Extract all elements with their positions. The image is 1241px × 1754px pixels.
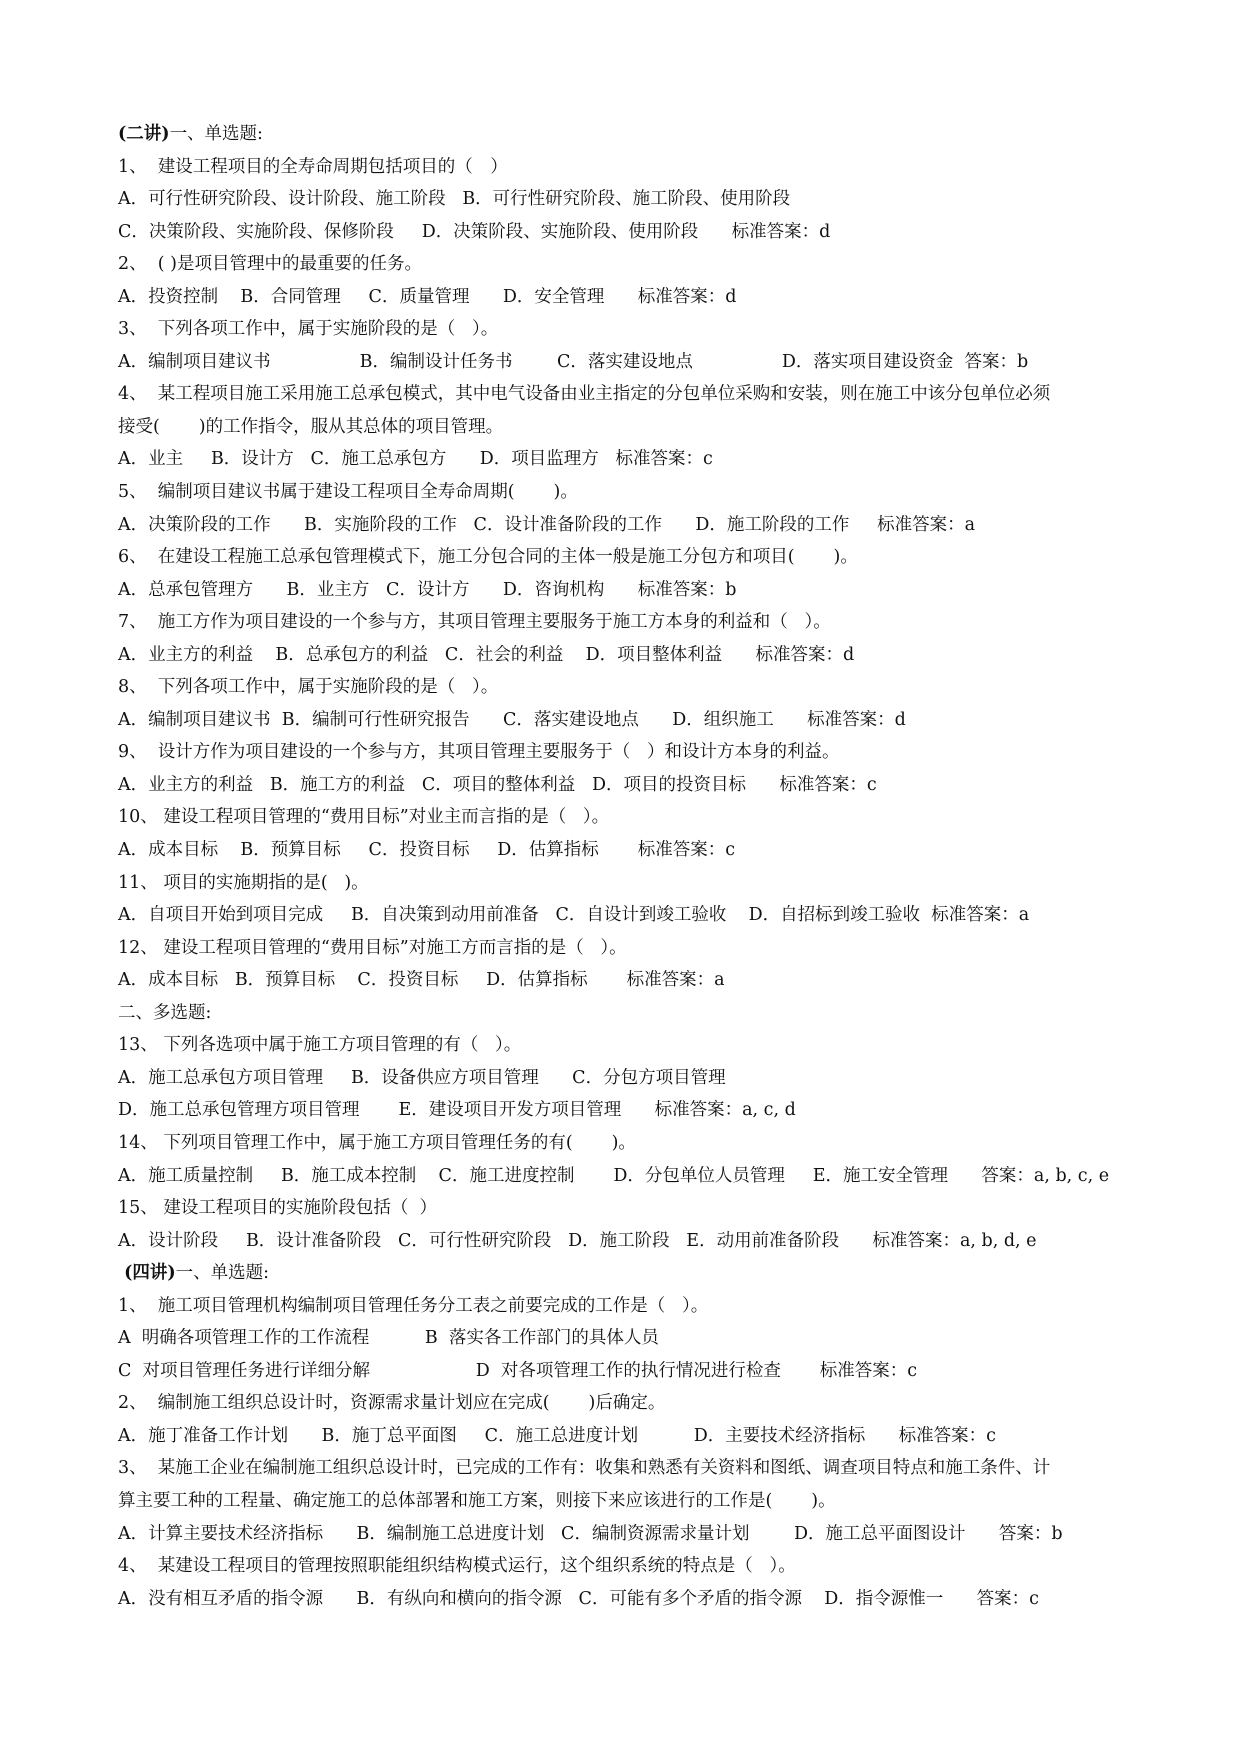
question-line: 15、 建设工程项目的实施阶段包括（ ） [118, 1198, 437, 1219]
option-line: A．业主方的利益 B．总承包方的利益 C．社会的利益 D．项目整体利益 标准答案：d [118, 644, 855, 665]
lecture-label: (四讲) [118, 1263, 176, 1284]
question-line: 1、 建设工程项目的全寿命周期包括项目的（ ） [118, 156, 508, 177]
option-line: A．业主 B．设计方 C．施工总承包方 D．项目监理方 标准答案：c [118, 449, 713, 470]
option-line: A．编制项目建议书 B．编制设计任务书 C．落实建设地点 D．落实项目建设资金 答案：b [118, 351, 1029, 372]
question-line: 11、 项目的实施期指的是( )。 [118, 872, 369, 893]
question-line: 14、 下列项目管理工作中，属于施工方项目管理任务的有( )。 [118, 1132, 636, 1153]
question-line-continued: 接受( )的工作指令，服从其总体的项目管理。 [118, 416, 504, 437]
option-line: A．成本目标 B．预算目标 C．投资目标 D．估算指标 标准答案：a [118, 970, 725, 991]
question-line: 9、 设计方作为项目建设的一个参与方，其项目管理主要服务于（ ）和设计方本身的利益。 [118, 742, 840, 763]
question-line: 13、 下列各选项中属于施工方项目管理的有（ ）。 [118, 1035, 522, 1056]
question-line: 3、 某施工企业在编制施工组织总设计时，已完成的工作有：收集和熟悉有关资料和图纸、调查项目特点和施工条件、计 [118, 1458, 1051, 1479]
question-line: 8、 下列各项工作中，属于实施阶段的是（ ）。 [118, 677, 499, 698]
question-line: 6、 在建设工程施工总承包管理模式下，施工分包合同的主体一般是施工分包方和项目( )。 [118, 547, 858, 568]
section-heading: 二、多选题: [118, 1002, 212, 1023]
question-line: 4、 某工程项目施工采用施工总承包模式，其中电气设备由业主指定的分包单位采购和安装，则在施工中该分包单位必须 [118, 384, 1051, 405]
question-line: 1、 施工项目管理机构编制项目管理任务分工表之前要完成的工作是（ ）。 [118, 1295, 709, 1316]
option-line: A．总承包管理方 B．业主方 C．设计方 D．咨询机构 标准答案：b [118, 579, 737, 600]
document-page [118, 118, 1138, 1615]
option-line: A 明确各项管理工作的工作流程 B 落实各工作部门的具体人员 [118, 1328, 659, 1349]
option-line: A．施工质量控制 B．施工成本控制 C．施工进度控制 D．分包单位人员管理 E．施工安全管理 答案：a, b, c, e [118, 1165, 1110, 1186]
section-heading: (二讲)一、单选题: [118, 124, 263, 144]
option-line: A．没有相互矛盾的指令源 B．有纵向和横向的指令源 C．可能有多个矛盾的指令源 D．指令源惟一 答案：c [118, 1588, 1039, 1609]
option-line: C．决策阶段、实施阶段、保修阶段 D．决策阶段、实施阶段、使用阶段 标准答案：d [118, 221, 831, 242]
question-line: 3、 下列各项工作中，属于实施阶段的是（ ）。 [118, 319, 499, 340]
option-line: A．施丁准备工作计划 B．施丁总平面图 C．施工总进度计划 D．主要技术经济指标 标准答案：c [118, 1425, 996, 1446]
option-line: A．投资控制 B．合同管理 C．质量管理 D．安全管理 标准答案：d [118, 286, 737, 307]
option-line: A．决策阶段的工作 B．实施阶段的工作 C．设计准备阶段的工作 D．施工阶段的工作 标准答案：a [118, 514, 976, 535]
question-line: 4、 某建设工程项目的管理按照职能组织结构模式运行，这个组织系统的特点是（ ）。 [118, 1556, 796, 1577]
question-line: 5、 编制项目建议书属于建设工程项目全寿命周期( )。 [118, 482, 578, 503]
option-line: A．施工总承包方项目管理 B．设备供应方项目管理 C．分包方项目管理 [118, 1067, 726, 1088]
question-line: 10、 建设工程项目管理的“费用目标”对业主而言指的是（ ）。 [118, 807, 610, 828]
option-line: A．可行性研究阶段、设计阶段、施工阶段 B．可行性研究阶段、施工阶段、使用阶段 [118, 189, 791, 210]
lecture-label: (二讲) [118, 124, 170, 144]
option-line: C 对项目管理任务进行详细分解 D 对各项管理工作的执行情况进行检查 标准答案：c [118, 1360, 918, 1381]
question-line: 12、 建设工程项目管理的“费用目标”对施工方而言指的是（ ）。 [118, 937, 627, 958]
option-line: A．设计阶段 B．设计准备阶段 C．可行性研究阶段 D．施工阶段 E．动用前准备阶段 标准答案：a, b, d, e [118, 1230, 1037, 1251]
option-line: A．自项目开始到项目完成 B．自决策到动用前准备 C．自设计到竣工验收 D．自招标到竣工验收 标准答案：a [118, 905, 1030, 926]
option-line: D．施工总承包管理方项目管理 E．建设项目开发方项目管理 标准答案：a, c, d [118, 1100, 796, 1121]
option-line: A．计算主要技术经济指标 B．编制施工总进度计划 C．编制资源需求量计划 D．施工总平面图设计 答案：b [118, 1523, 1063, 1544]
option-line: A．业主方的利益 B．施工方的利益 C．项目的整体利益 D．项目的投资目标 标准答案：c [118, 774, 877, 795]
option-line: A．成本目标 B．预算目标 C．投资目标 D．估算指标 标准答案：c [118, 840, 736, 861]
question-line-continued: 算主要工种的工程量、确定施工的总体部署和施工方案，则接下来应该进行的工作是( )。 [118, 1490, 836, 1511]
question-line: 7、 施工方作为项目建设的一个参与方，其项目管理主要服务于施工方本身的利益和（ ）。 [118, 612, 831, 633]
option-line: A．编制项目建议书 B．编制可行性研究报告 C．落实建设地点 D．组织施工 标准答案：d [118, 709, 906, 730]
question-line: 2、 编制施工组织总设计时，资源需求量计划应在完成( )后确定。 [118, 1393, 666, 1414]
section-heading: (四讲)一、单选题: [118, 1263, 270, 1284]
question-line: 2、 ( )是项目管理中的最重要的任务。 [118, 254, 422, 275]
